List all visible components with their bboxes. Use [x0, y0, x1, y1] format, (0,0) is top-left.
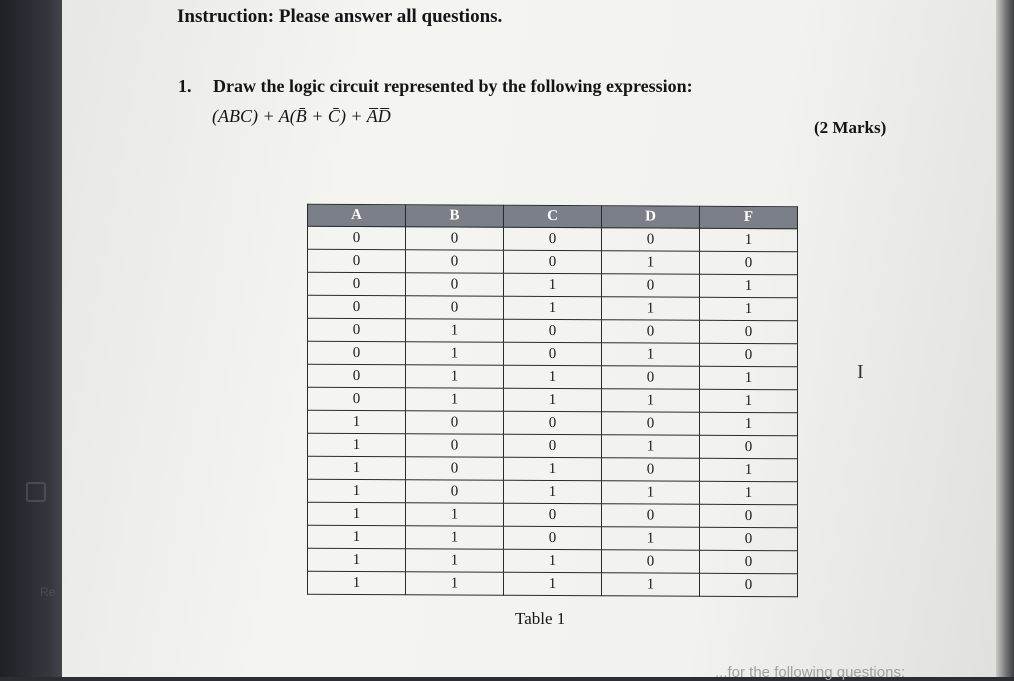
table-caption: Table 1 — [515, 609, 566, 628]
table-cell: 0 — [406, 227, 504, 251]
table-cell: 1 — [406, 572, 504, 596]
table-row — [308, 226, 798, 252]
table-cell: 1 — [700, 481, 798, 505]
table-cell: 0 — [308, 318, 406, 342]
table-cell: 1 — [504, 365, 602, 389]
table-cell: 1 — [602, 297, 700, 321]
table-cell: 1 — [308, 571, 406, 595]
table-cell: 1 — [308, 456, 406, 480]
table-cell: 1 — [700, 297, 798, 321]
question-text: Draw the logic circuit represented by the following expression: — [213, 76, 693, 96]
table-cell: 1 — [406, 503, 504, 527]
marks-label: (2 Marks) — [814, 118, 887, 137]
table-cell: 0 — [700, 251, 798, 275]
table-cell: 1 — [308, 410, 406, 434]
table-cell: 1 — [406, 342, 504, 366]
table-cell: 1 — [308, 548, 406, 572]
screen-bezel-right — [996, 0, 1014, 677]
header-cell: B — [406, 205, 504, 228]
table-cell: 1 — [700, 366, 798, 390]
table-cell: 1 — [602, 343, 700, 367]
header-cell: A — [308, 204, 406, 227]
table-cell: 1 — [700, 458, 798, 482]
table-cell: 1 — [308, 433, 406, 457]
background-window-icon — [26, 482, 46, 502]
table-cell: 0 — [308, 249, 406, 273]
table-cell: 0 — [406, 250, 504, 274]
table-cell: 0 — [602, 458, 700, 482]
table-cell: 0 — [602, 366, 700, 390]
table-row — [308, 571, 798, 597]
table-cell: 0 — [406, 273, 504, 297]
table-cell: 0 — [700, 504, 798, 528]
table-cell: 1 — [406, 549, 504, 573]
table-cell: 1 — [504, 296, 602, 320]
instruction-heading: Instruction: Please answer all questions. — [177, 6, 503, 27]
table-cell: 0 — [602, 412, 700, 436]
table-cell: 0 — [700, 343, 798, 367]
table-cell: 1 — [406, 526, 504, 550]
table-cell: 0 — [308, 272, 406, 296]
table-cell: 1 — [504, 480, 602, 504]
table-cell: 0 — [602, 550, 700, 574]
table-cell: 0 — [504, 319, 602, 343]
screen-bezel-left — [0, 0, 70, 677]
truth-table — [307, 204, 798, 598]
table-cell: 0 — [700, 573, 798, 597]
table-cell: 0 — [504, 434, 602, 458]
header-cell: F — [700, 206, 798, 229]
table-cell: 1 — [504, 549, 602, 573]
header-cell: C — [504, 205, 602, 228]
table-row — [308, 502, 798, 528]
table-cell: 1 — [308, 525, 406, 549]
table-cell: 0 — [700, 435, 798, 459]
table-cell: 0 — [504, 250, 602, 274]
table-cell: 0 — [406, 434, 504, 458]
table-cell: 1 — [700, 274, 798, 298]
table-cell: 1 — [308, 479, 406, 503]
header-cell: D — [602, 206, 700, 229]
table-cell: 1 — [700, 412, 798, 436]
table-cell: 1 — [602, 435, 700, 459]
background-window-text: Re — [40, 585, 56, 599]
table-cell: 0 — [504, 227, 602, 251]
table-cell: 1 — [602, 573, 700, 597]
table-cell: 0 — [504, 503, 602, 527]
table-cell: 1 — [308, 502, 406, 526]
table-cell: 0 — [602, 228, 700, 252]
table-cell: 0 — [406, 457, 504, 481]
table-cell: 0 — [406, 296, 504, 320]
table-cell: 0 — [406, 480, 504, 504]
table-row — [308, 364, 798, 390]
truth-table-header-row — [308, 204, 798, 229]
table-cell: 1 — [406, 388, 504, 412]
text-cursor-icon: I — [857, 361, 864, 383]
table-cell: 1 — [602, 527, 700, 551]
table-row — [308, 433, 798, 459]
table-row — [308, 548, 798, 574]
boolean-expression: (ABC) + A(B̄ + C̄) + A̅D̅ — [212, 106, 391, 126]
table-row — [308, 410, 798, 436]
table-row — [308, 295, 798, 321]
table-cell: 1 — [602, 481, 700, 505]
table-cell: 1 — [504, 457, 602, 481]
table-cell: 0 — [602, 274, 700, 298]
table-row — [308, 456, 798, 482]
table-cell: 0 — [308, 364, 406, 388]
table-cell: 0 — [308, 341, 406, 365]
table-cell: 1 — [406, 365, 504, 389]
table-cell: 1 — [504, 572, 602, 596]
table-cell: 0 — [308, 295, 406, 319]
table-cell: 0 — [504, 342, 602, 366]
table-cell: 0 — [504, 526, 602, 550]
table-cell: 1 — [700, 228, 798, 252]
table-cell: 0 — [700, 320, 798, 344]
question-number: 1. — [178, 76, 192, 96]
table-row — [308, 525, 798, 551]
table-row — [308, 272, 798, 298]
table-cell: 0 — [700, 527, 798, 551]
table-row — [308, 249, 798, 275]
table-cell: 0 — [504, 411, 602, 435]
table-cell: 0 — [700, 550, 798, 574]
table-row — [308, 387, 798, 413]
table-cell: 0 — [308, 226, 406, 250]
table-cell: 0 — [602, 504, 700, 528]
table-cell: 1 — [504, 273, 602, 297]
table-row — [308, 341, 798, 367]
table-cell: 1 — [602, 389, 700, 413]
table-cell: 1 — [700, 389, 798, 413]
next-section-text: ...for the following questions: — [715, 664, 906, 681]
table-cell: 0 — [406, 411, 504, 435]
truth-table-body — [308, 226, 798, 597]
table-row — [308, 479, 798, 505]
table-cell: 0 — [602, 320, 700, 344]
table-row — [308, 318, 798, 344]
table-cell: 1 — [504, 388, 602, 412]
table-cell: 1 — [602, 251, 700, 275]
table-cell: 1 — [406, 319, 504, 343]
table-cell: 0 — [308, 387, 406, 411]
